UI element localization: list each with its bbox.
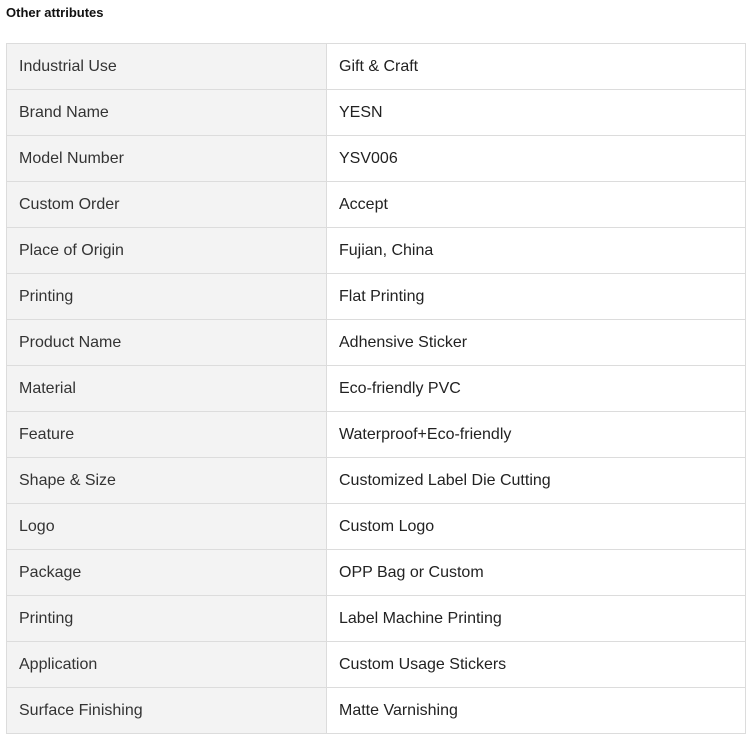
attribute-key: Printing [7,274,327,320]
table-row [7,550,746,596]
attribute-value: YSV006 [327,136,746,182]
attribute-value: Matte Varnishing [327,688,746,734]
table-row [7,320,746,366]
table-row [7,182,746,228]
table-row [7,642,746,688]
attribute-value: OPP Bag or Custom [327,550,746,596]
other-attributes-title: Other attributes [6,5,104,20]
attribute-key: Feature [7,412,327,458]
table-row [7,228,746,274]
table-row [7,44,746,90]
table-row [7,136,746,182]
attribute-value: Adhensive Sticker [327,320,746,366]
attribute-key: Brand Name [7,90,327,136]
attribute-value: Custom Usage Stickers [327,642,746,688]
table-row [7,458,746,504]
table-row [7,504,746,550]
attribute-key: Model Number [7,136,327,182]
table-row [7,596,746,642]
attribute-value: Label Machine Printing [327,596,746,642]
attribute-key: Printing [7,596,327,642]
attribute-key: Logo [7,504,327,550]
attributes-table [6,43,746,734]
attribute-value: Eco-friendly PVC [327,366,746,412]
attribute-key: Shape & Size [7,458,327,504]
table-row [7,366,746,412]
table-row [7,274,746,320]
attribute-key: Surface Finishing [7,688,327,734]
attribute-value: Waterproof+Eco-friendly [327,412,746,458]
attribute-key: Custom Order [7,182,327,228]
attribute-value: Gift & Craft [327,44,746,90]
attribute-key: Package [7,550,327,596]
attribute-key: Place of Origin [7,228,327,274]
table-row [7,90,746,136]
attribute-value: Flat Printing [327,274,746,320]
attribute-value: Custom Logo [327,504,746,550]
attributes-table-body [7,44,746,734]
table-row [7,412,746,458]
attribute-value: Accept [327,182,746,228]
attribute-value: YESN [327,90,746,136]
attribute-key: Application [7,642,327,688]
attribute-key: Industrial Use [7,44,327,90]
table-row [7,688,746,734]
attribute-value: Customized Label Die Cutting [327,458,746,504]
attribute-key: Material [7,366,327,412]
attribute-value: Fujian, China [327,228,746,274]
attribute-key: Product Name [7,320,327,366]
